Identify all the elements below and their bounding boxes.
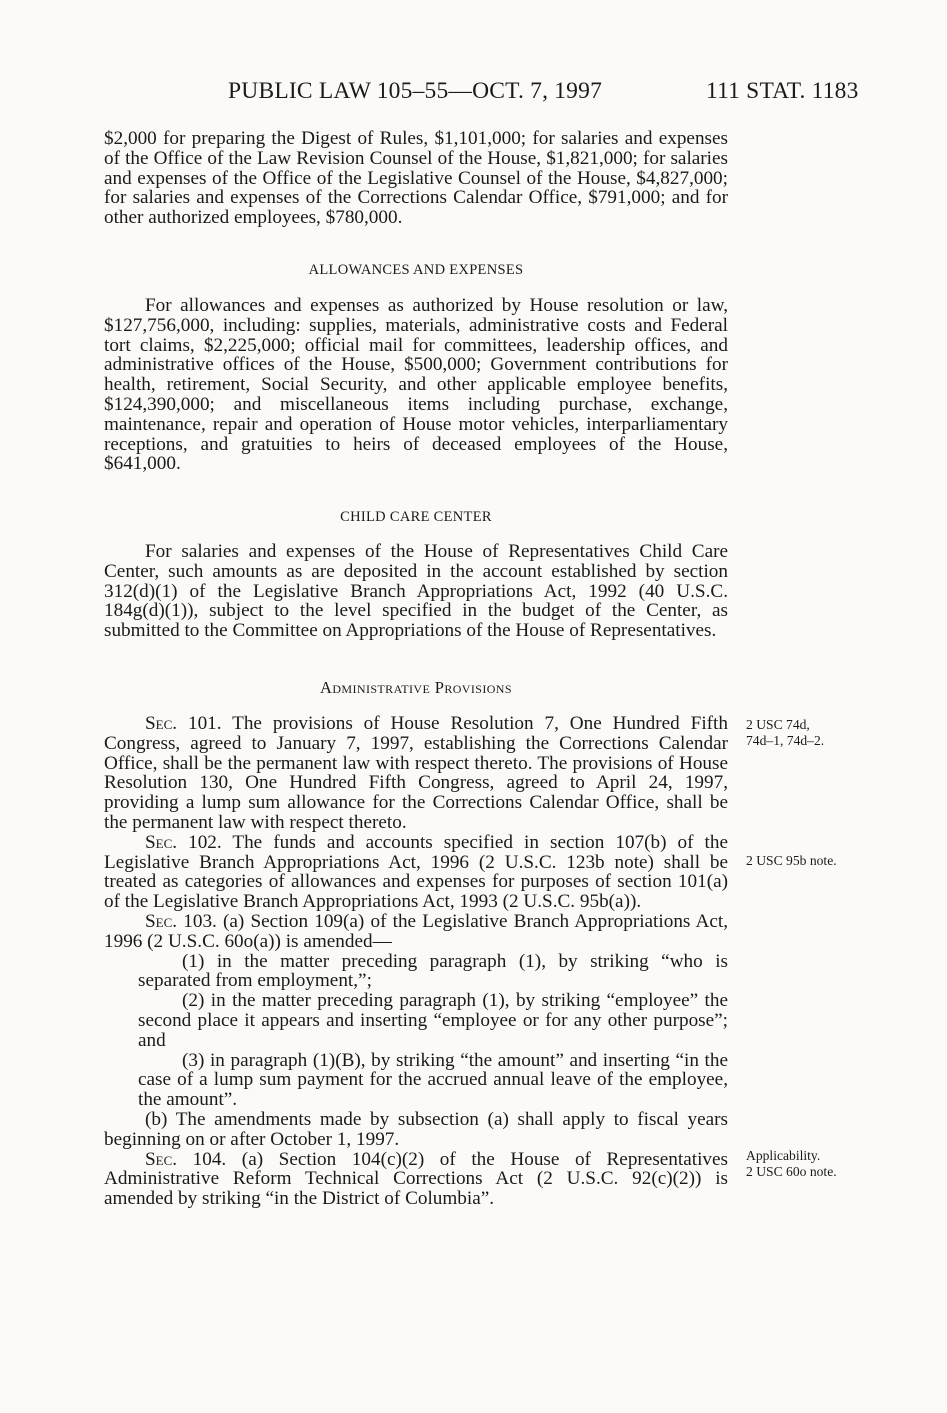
section-104-text: (a) Section 104(c)(2) of the House of Representatives Administrative Reform Technical Corrections Act (2 U.S.C. 92(c)(2)) is amended by striking “in the District of Columbia”. [104,1148,728,1210]
section-101 [104,714,728,833]
opening-paragraph [104,129,728,228]
administrative-provisions-body [104,714,728,1209]
heading-child-care-center: CHILD CARE CENTER [340,509,492,525]
opening-paragraph-text: $2,000 for preparing the Digest of Rules, $1,101,000; for salaries and expenses of the Office of the Law Revision Counsel of the House, $1,821,000; for salaries and expenses of the Office of the Legislative Counsel of the House, $4,827,000; for salaries and expenses of the Corrections Calendar Office, $791,000; and for other authorized employees, $780,000. [104,128,728,229]
margin-note-applicability-line2: 2 USC 60o note. [746,1163,837,1179]
margin-note-2-usc-74d-line1: 2 USC 74d, [746,717,810,732]
section-103-text: (a) Section 109(a) of the Legislative Branch Appropriations Act, 1996 (2 U.S.C. 60o(a)) is amended— [104,910,728,952]
section-101-label: Sec. 101. [145,713,222,734]
section-103-item-1: (1) in the matter preceding paragraph (1), by striking “who is separated from employment,”; [138,950,728,992]
section-104-label: Sec. 104. [145,1148,227,1170]
allowances-paragraph [104,296,728,474]
margin-note-applicability-line1: Applicability. [746,1148,821,1163]
heading-administrative-provisions: Administrative Provisions [320,678,512,697]
section-104 [104,1150,728,1209]
margin-note-2-usc-95b: 2 USC 95b note. [746,853,837,868]
margin-note-2-usc-74d-line2: 74d–1, 74d–2. [746,732,825,748]
margin-note-applicability [746,1148,837,1179]
section-102-text: The funds and accounts specified in section 107(b) of the Legislative Branch Appropriations Act, 1996 (2 U.S.C. 123b note) shall be treated as categories of allowances and expenses for purposes of section 101(a) of the Legislative Branch Appropriations Act, 1993 (2 U.S.C. 95b(a)). [104,831,728,913]
allowances-paragraph-text: For allowances and expenses as authorized by House resolution or law, $127,756,000, including: supplies, materials, administrative costs and Federal tort claims, $2,225,000; official mail for committees, leadership offices, and administrative offices of the House, $500,000; Government contributions for health, retirement, Social Security, and other applicable employee benefits, $124,390,000; and miscellaneous items including purchase, exchange, maintenance, repair and operation of House motor vehicles, interparliamentary receptions, and gratuities to heirs of deceased employees of the House, $641,000. [104,295,728,475]
childcare-paragraph-text: For salaries and expenses of the House of Representatives Child Care Center, such amounts as are deposited in the account established by section 312(d)(1) of the Legislative Branch Appropriations Act, 1992 (40 U.S.C. 184g(d)(1)), subject to the level specified in the budget of the Center, as submitted to the Committee on Appropriations of the House of Representatives. [104,541,728,642]
section-103-label: Sec. 103. [145,910,217,932]
section-102-label: Sec. 102. [145,831,222,853]
section-103-subsection-b: (b) The amendments made by subsection (a) shall apply to fiscal years beginning on or after October 1, 1997. [104,1108,728,1150]
heading-allowances-expenses: ALLOWANCES AND EXPENSES [308,262,524,278]
section-103-item-3: (3) in paragraph (1)(B), by striking “the amount” and inserting “in the case of a lump sum payment for the accrued annual leave of the employee, the amount”. [138,1049,728,1111]
section-102 [104,833,728,912]
page-number: 111 STAT. 1183 [706,78,859,104]
childcare-paragraph [104,542,728,641]
margin-note-2-usc-74d [746,717,824,748]
running-header-title: PUBLIC LAW 105–55—OCT. 7, 1997 [228,78,603,104]
section-103 [104,912,728,952]
section-101-text: The provisions of House Resolution 7, One Hundred Fifth Congress, agreed to January 7, 1997, establishing the Corrections Calendar Office, shall be the permanent law with respect thereto. The provisions of House Resolution 130, One Hundred Fifth Congress, agreed to April 24, 1997, providing a lump sum allowance for the Corrections Calendar Office, shall be the permanent law with respect thereto. [104,713,728,833]
section-103-item-2: (2) in the matter preceding paragraph (1), by striking “employee” the second place it appears and inserting “employee or for any other purpose”; and [138,990,728,1051]
